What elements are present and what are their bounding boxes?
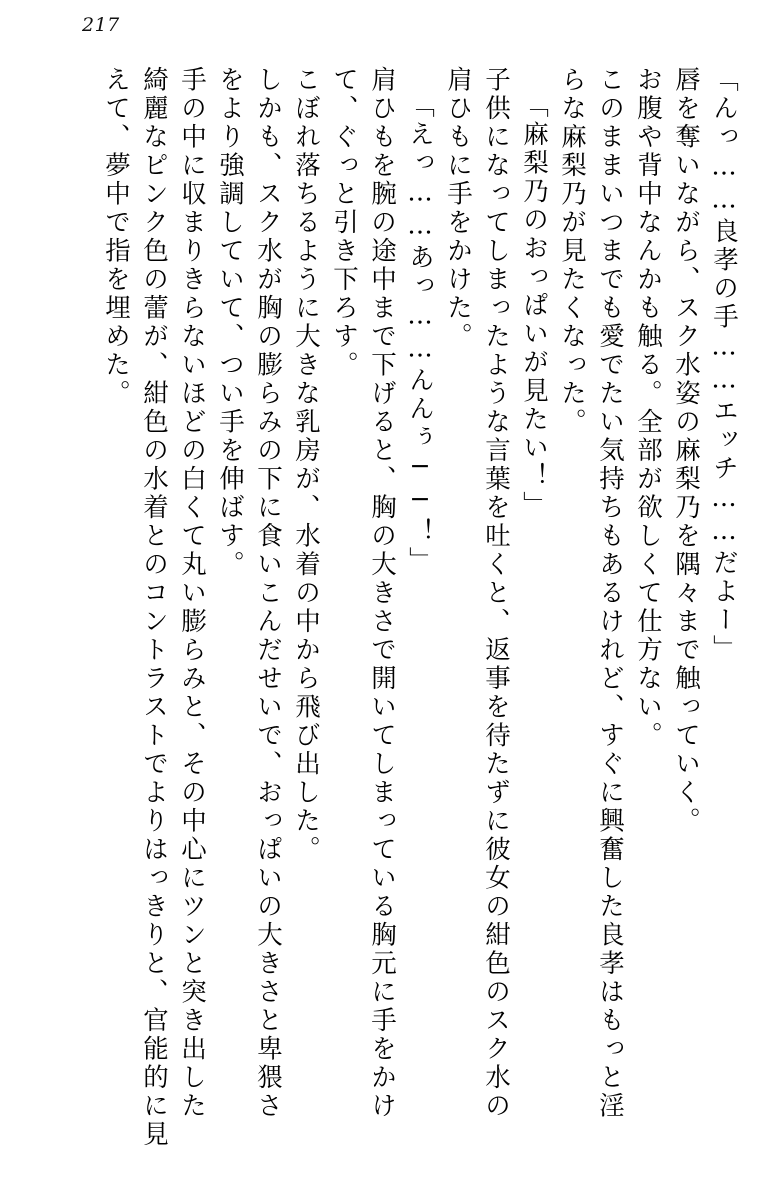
- page-number: 217: [82, 14, 120, 36]
- text-column: をより強調していて、つい手を伸ばす。: [215, 66, 245, 579]
- text-column: 「麻梨乃のおっぱいが見たい！」: [519, 92, 549, 520]
- text-column: えて、夢中で指を埋めた。: [101, 66, 131, 408]
- text-column: 唇を奪いながら、スク水姿の麻梨乃を隅々まで触っていく。: [671, 66, 701, 836]
- text-column: しかも、スク水が胸の膨らみの下に食いこんだせいで、おっぱいの大きさと卑猥さ: [253, 66, 283, 1121]
- text-column: 綺麗なピンク色の蕾が、紺色の水着とのコントラストでよりはっきりと、官能的に見: [139, 66, 169, 1149]
- text-column: 肩ひもを腕の途中まで下げると、胸の大きさで開いてしまっている胸元に手をかけ: [367, 66, 397, 1121]
- text-column: らな麻梨乃が見たくなった。: [557, 66, 587, 437]
- text-column: お腹や背中なんかも触る。全部が欲しくて仕方ない。: [633, 66, 663, 750]
- text-column: 手の中に収まりきらないほどの白くて丸い膨らみと、その中心にツンと突き出した: [177, 66, 207, 1121]
- text-column: こぼれ落ちるように大きな乳房が、水着の中から飛び出した。: [291, 66, 321, 864]
- text-column: て、ぐっと引き下ろす。: [329, 66, 359, 380]
- vertical-text-body: [36, 66, 739, 1176]
- text-column: このままいつまでも愛でたい気持ちもあるけれど、すぐに興奮した良孝はもっと淫: [595, 66, 625, 1121]
- text-column: 「えっ……あっ……んんぅ──！」: [405, 92, 435, 575]
- text-column: 「んっ……良孝の手……エッチ……だよー」: [709, 66, 739, 663]
- text-column: 肩ひもに手をかけた。: [443, 66, 473, 351]
- text-column: 子供になってしまったような言葉を吐くと、返事を待たずに彼女の紺色のスク水の: [481, 66, 511, 1121]
